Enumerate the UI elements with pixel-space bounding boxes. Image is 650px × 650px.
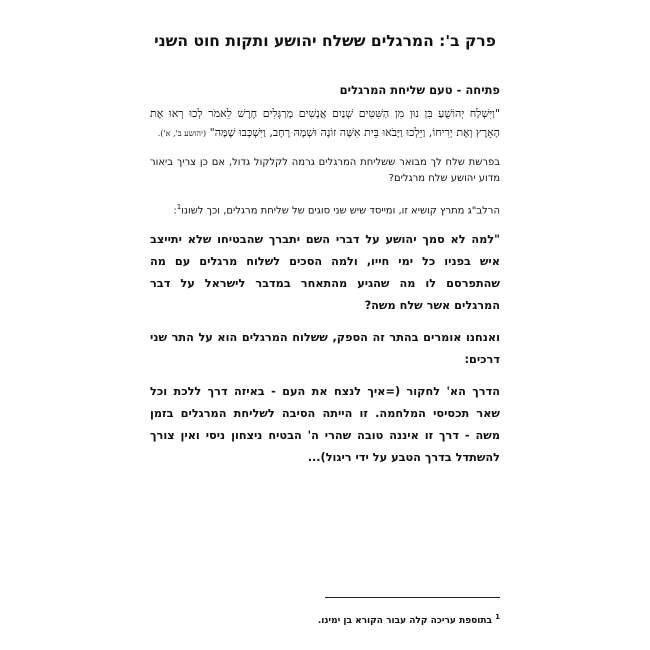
- paragraph-intro: בפרשת שלח לך מבואר ששליחת המרגלים גרמה לקלקול גדול, אם כן צריך ביאור מדוע יהושע שלח מרגלים?: [150, 157, 500, 184]
- footnote-text: בתוספת עריכה קלה עבור הקורא בן ימינו.: [317, 616, 492, 626]
- footnote-divider: [325, 597, 500, 598]
- paragraph-ralbag: [150, 199, 500, 219]
- verse-text: "וַיִּשְׁלַח יְהוֹשֻׁעַ בִּן נוּן מִן הַשִּׁטִּים שְׁנַיִם אֲנָשִׁים מְרַגְּלִים חֶרֶשׁ לֵאמֹר לְכוּ רְאוּ אֶת הָאָרֶץ וְאֶת יְרִיחוֹ, וַיֵּלְכוּ וַיָּבֹאוּ בֵּית אִשָּׁה זוֹנָה וּשְׁמָהּ רָחָב, וַיִּשְׁכְּבוּ שָׁמָּה": [150, 107, 500, 139]
- paragraph-first-way: הדרך הא' לחקור (=איך לנצח את העם - באיזה דרך ללכת וכל שאר תכסיסי המלחמה. זו הייתה הסיבה לשליחת המרגלים בזמן משה - דרך זו איננה טובה שהרי ה' הבטיח ניצחון ניסי ואין צורך להשתדל בדרך הטבע על ידי ריגול)...: [150, 385, 500, 465]
- paragraph-ralbag-text: הרלב"ג מתרץ קושיא זו, ומייסד שיש שני סוגים של שליחת מרגלים, וכך לשונו: [181, 205, 500, 217]
- footnote-number: 1: [495, 613, 500, 621]
- document-page: [150, 20, 500, 640]
- section-heading: פתיחה - טעם שליחת המרגלים: [339, 83, 500, 97]
- chapter-title: פרק ב': המרגלים ששלח יהושע ותקות חוט השני: [154, 32, 496, 50]
- verse-quote: [150, 104, 500, 143]
- paragraph-ralbag-colon: :: [173, 205, 177, 217]
- ralbag-quote: "למה לא סמך יהושע על דברי השם יתברך שהבטיחו שלא יתייצב איש בפניו כל ימי חייו, ולמה הסכים לשלוח מרגלים עם מה שהתפרסם לו מה שהגיע מהתאחר במדבר לישראל על דבר המרגלים אשר שלח משה?: [150, 233, 500, 313]
- verse-source: (יהושע ב', א').: [157, 129, 207, 138]
- paragraph-answer: ואנחנו אומרים בהתר זה הספק, ששלוח המרגלים הוא על התר שני דרכים:: [150, 331, 500, 367]
- footnote: [150, 610, 500, 628]
- footnote-ref[interactable]: 1: [176, 203, 182, 211]
